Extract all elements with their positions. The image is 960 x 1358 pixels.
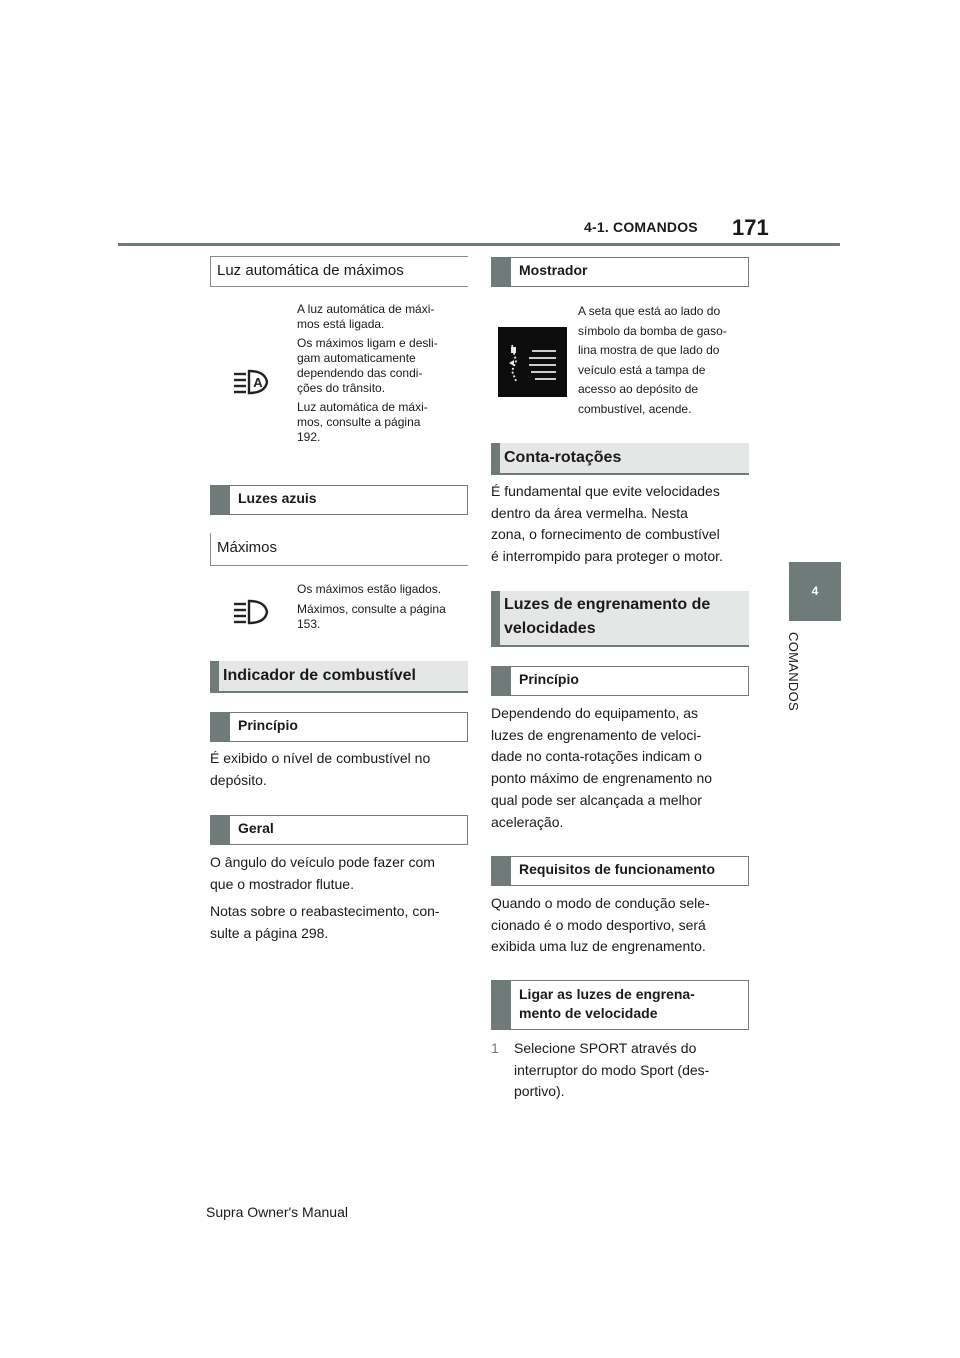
header-divider [118,243,840,246]
body-line: cionado é o modo desportivo, será [491,916,706,933]
divider [210,286,468,287]
chapter-tab-number: 4 [789,562,841,621]
activate-heading [519,985,695,1023]
fuel-gauge-display [498,327,567,397]
divider [210,256,211,287]
desc-line: símbolo da bomba de gaso- [578,323,727,338]
desc-line: 192. [297,430,321,444]
high-beam-description [297,582,446,632]
desc-line: A luz automática de máxi- [297,302,435,316]
body-line: exibida uma luz de engrenamento. [491,938,706,955]
step-text [514,1038,709,1103]
desc-line: mos, consulte a página [297,415,421,429]
principle-heading-box [210,712,468,742]
svg-text:A: A [253,375,263,390]
heading-line: mento de velocidade [519,1005,658,1021]
shift-principle-heading: Princípio [519,671,579,687]
footer-text: Supra Owner's Manual [206,1204,348,1220]
tachometer-body [491,481,723,568]
requirements-body [491,893,710,958]
auto-high-beam-icon [232,368,270,396]
desc-line: Luz automática de máxi- [297,400,428,414]
heading-bar [491,856,511,886]
shift-lights-heading [504,593,710,641]
display-heading: Mostrador [519,262,588,278]
auto-high-beam-heading: Luz automática de máximos [217,262,404,279]
body-line: depósito. [210,771,267,788]
body-line: dade no conta-rotações indicam o [491,748,702,765]
divider [210,565,468,566]
desc-line: Os máximos estão ligados. [297,582,442,596]
high-beam-icon [232,598,270,626]
chapter-tab-label-text: COMANDOS [786,632,801,711]
desc-line: acesso ao depósito de [578,382,699,397]
tachometer-heading-box [491,443,749,475]
heading-bar [491,257,511,287]
blue-lights-heading: Luzes azuis [238,490,317,506]
activate-heading-box [491,980,749,1030]
body-line: Selecione SPORT através do [514,1040,697,1056]
divider [210,256,468,257]
display-description [578,302,727,420]
body-line: que o mostrador flutue. [210,875,354,892]
body-line: Notas sobre o reabastecimento, con- [210,903,440,920]
shift-principle-heading-box [491,666,749,696]
chapter-tab-label [781,632,809,752]
desc-line: gam automaticamente [297,351,416,365]
shift-lights-heading-box [491,591,749,647]
principle-heading: Princípio [238,717,298,733]
heading-bar [491,443,500,475]
display-heading-box [491,257,749,287]
divider [210,533,211,566]
heading-line: Ligar as luzes de engrena- [519,986,695,1002]
general-heading: Geral [238,820,274,836]
body-line: É fundamental que evite velocidades [491,483,720,499]
blue-lights-heading-box [210,485,468,515]
desc-line: Máximos, consulte a página [297,602,446,616]
shift-principle-body [491,703,712,833]
body-line: zona, o fornecimento de combustível [491,526,720,543]
desc-line: combustível, acende. [578,401,692,416]
body-line: interruptor do modo Sport (des- [514,1061,710,1078]
body-line: O ângulo do veículo pode fazer com [210,854,435,870]
auto-high-beam-description [297,302,438,445]
desc-line: mos está ligada. [297,317,385,331]
heading-bar [491,666,511,696]
desc-line: ções do trânsito. [297,381,386,395]
desc-line: A seta que está ao lado do [578,304,721,318]
requirements-heading: Requisitos de funcionamento [519,861,716,877]
body-line: é interrompido para proteger o motor. [491,548,723,565]
desc-line: Os máximos ligam e desli- [297,336,438,350]
page-number: 171 [732,215,769,240]
heading-bar [210,661,219,693]
body-line: qual pode ser alcançada a melhor [491,791,702,808]
fuel-indicator-heading: Indicador de combustível [223,667,416,684]
general-heading-box [210,815,468,845]
section-header: 4-1. COMANDOS [584,219,698,235]
principle-body [210,748,430,791]
heading-bar [210,712,230,742]
step-number: 1 [491,1040,499,1056]
body-line: É exibido o nível de combustível no [210,750,431,766]
requirements-heading-box [491,856,749,886]
fuel-indicator-heading-box [210,661,468,693]
heading-bar [491,591,500,647]
tachometer-heading: Conta-rotações [504,449,622,466]
body-line: sulte a página 298. [210,925,329,942]
desc-line: veículo está a tampa de [578,362,706,377]
body-line: Dependendo do equipamento, as [491,705,699,721]
body-line: luzes de engrenamento de veloci- [491,726,702,743]
desc-line: dependendo das condi- [297,366,423,380]
body-line: aceleração. [491,813,564,830]
heading-bar [210,815,230,845]
heading-bar [491,980,511,1030]
desc-line: 153. [297,617,321,631]
body-line: dentro da área vermelha. Nesta [491,504,688,521]
heading-line: Luzes de engrenamento de [504,596,711,613]
heading-bar [210,485,230,515]
heading-line: velocidades [504,620,596,637]
body-line: ponto máximo de engrenamento no [491,770,713,787]
body-line: portivo). [514,1083,565,1100]
high-beam-heading: Máximos [217,539,278,556]
desc-line: lina mostra de que lado do [578,343,720,358]
general-body [210,852,440,945]
body-line: Quando o modo de condução sele- [491,895,710,911]
